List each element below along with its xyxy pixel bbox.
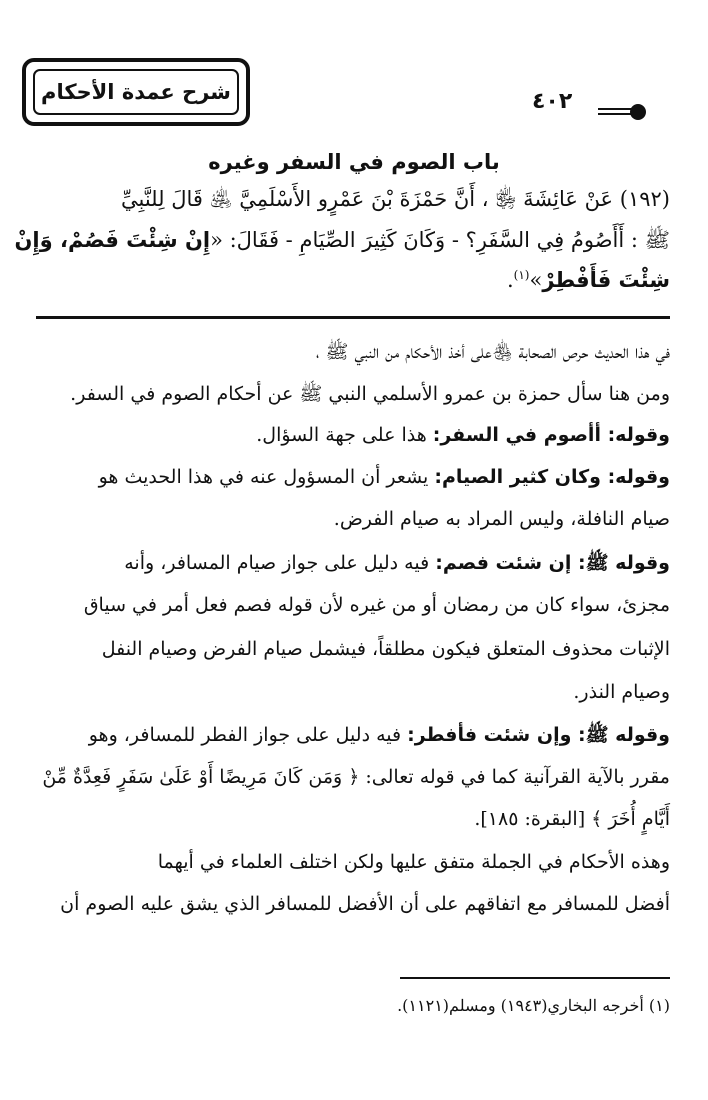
page-number: ٤٠٢ — [532, 89, 573, 114]
commentary-text: وصيام النذر. — [573, 681, 670, 703]
commentary-text: في هذا الحديث حرص الصحابة ﵃على أخذ الأحكام من النبي ﷺ ، — [315, 341, 670, 363]
hadith-separator — [36, 316, 670, 319]
commentary-line — [40, 766, 670, 788]
commentary-text: أَيَّامٍ أُخَرَ ﴾ [البقرة: ١٨٥]. — [474, 808, 670, 830]
commentary-text: مقرر بالآية القرآنية كما في قوله تعالى: ﴿ وَمَن كَانَ مَرِيضًا أَوْ عَلَىٰ سَفَرٍ فَعِدَّةٌ مِّنْ — [42, 766, 670, 788]
commentary-text: ومن هنا سأل حمزة بن عمرو الأسلمي النبي ﷺ عن أحكام الصوم في السفر. — [70, 383, 670, 405]
commentary-line — [40, 594, 670, 616]
chapter-title: باب الصوم في السفر وغيره — [208, 150, 500, 174]
commentary-text: فيه دليل على جواز الفطر للمسافر، وهو — [88, 724, 408, 746]
book-title: شرح عمدة الأحكام — [41, 80, 231, 104]
commentary-line — [40, 508, 670, 530]
commentary-text: فيه دليل على جواز صيام المسافر، وأنه — [124, 552, 436, 574]
commentary-line — [40, 681, 670, 703]
header-ornament-dot — [630, 104, 646, 120]
commentary-lemma: وقوله ﷺ: وإن شئت فأفطر: — [407, 724, 670, 746]
commentary-line — [40, 466, 670, 488]
commentary-line — [40, 723, 670, 751]
commentary-lemma: وقوله: أأصوم في السفر: — [432, 424, 670, 446]
footnote-separator — [400, 977, 670, 979]
footnote: (١) أخرجه البخاري(١٩٤٣) ومسلم(١١٢١). — [397, 996, 670, 1015]
running-header-frame — [22, 58, 250, 126]
commentary-text: يشعر أن المسؤول عنه في هذا الحديث هو — [98, 466, 435, 488]
commentary-line — [40, 551, 670, 579]
commentary-line — [40, 808, 670, 830]
commentary-text: هذا على جهة السؤال. — [256, 424, 433, 446]
commentary-text: مجزئ، سواء كان من رمضان أو من غيره لأن قوله فصم فعل أمر في سياق — [83, 594, 670, 616]
commentary-line — [40, 638, 670, 660]
running-header-inner-frame — [33, 69, 239, 115]
hadith-line-3: شِئْتَ فَأَفْطِرْ»$^{(١)}$. — [506, 268, 670, 292]
commentary-lemma: وقوله ﷺ: إن شئت فصم: — [435, 552, 670, 574]
footnote-marker: (١) — [513, 268, 530, 282]
commentary-text: وهذه الأحكام في الجملة متفق عليها ولكن اختلف العلماء في أيهما — [157, 851, 670, 873]
commentary-text: صيام النافلة، وليس المراد به صيام الفرض. — [333, 508, 670, 530]
commentary-text: الإثبات محذوف المتعلق فيكون مطلقاً، فيشمل صيام الفرض وصيام النفل — [101, 638, 670, 660]
commentary-lemma: وقوله: وكان كثير الصيام: — [434, 466, 670, 488]
hadith-line-2: ﷺ : أَأَصُومُ فِي السَّفَرِ؟ - وَكَانَ كَثِيرَ الصِّيَامِ - فَقَالَ: «إِنْ شِئْتَ فَصُمْ، وَإِنْ — [14, 228, 670, 252]
commentary-line — [40, 382, 670, 410]
hadith-line-1: (١٩٢) عَنْ عَائِشَةَ ﵂ ، أَنَّ حَمْزَةَ بْنَ عَمْرٍو الأَسْلَمِيَّ ﵁ قَالَ لِلنَّبِيِّ — [120, 187, 670, 211]
commentary-text: أفضل للمسافر مع اتفاقهم على أن الأفضل للمسافر الذي يشق عليه الصوم أن — [60, 893, 670, 915]
commentary-line — [40, 851, 670, 873]
commentary-line — [40, 340, 670, 368]
commentary-line — [40, 424, 670, 446]
commentary-line — [40, 893, 670, 915]
